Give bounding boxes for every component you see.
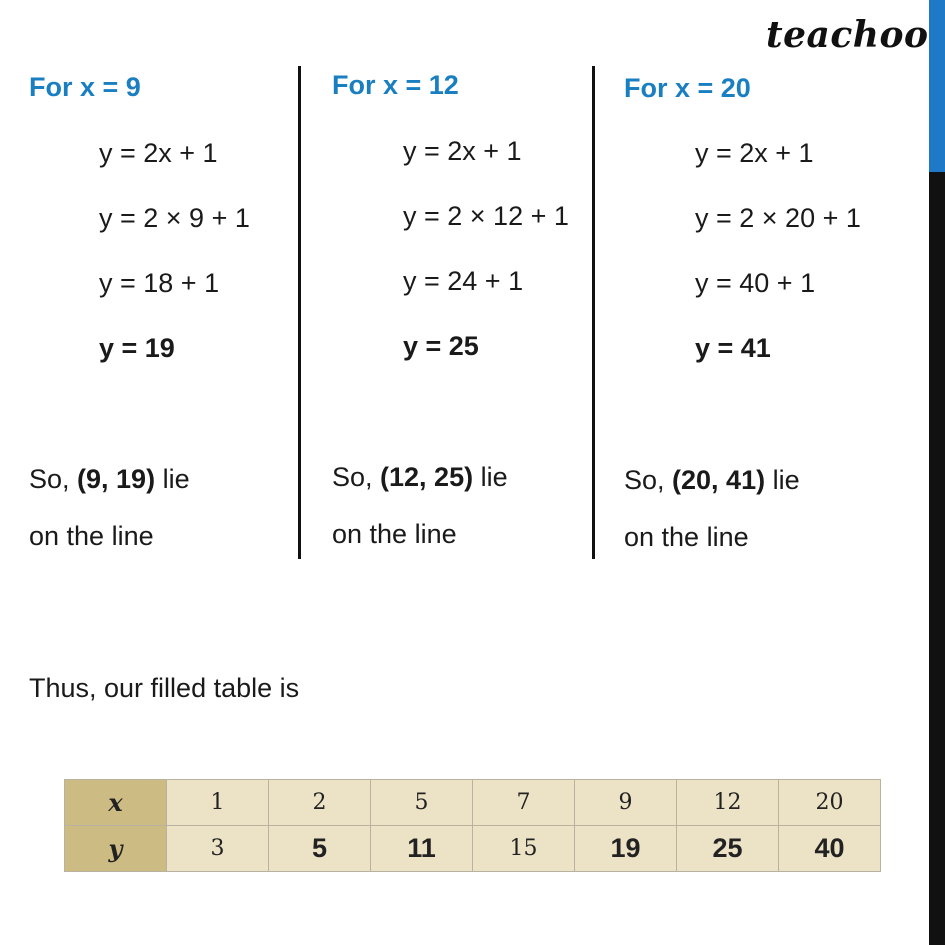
conclusion-suffix: lie [155, 464, 190, 494]
table-cell-y: 3 [167, 826, 269, 872]
step-line: y = 2x + 1 [403, 136, 522, 166]
summary-text: Thus, our filled table is [29, 673, 300, 703]
step-result: y = 41 [695, 333, 771, 363]
table-cell-y: 40 [779, 826, 881, 872]
table-cell-x: 5 [371, 780, 473, 826]
step-line: y = 40 + 1 [695, 268, 816, 298]
conclusion-suffix: lie [473, 462, 508, 492]
conclusion-prefix: So, [624, 465, 673, 495]
table-header-y: y [65, 826, 167, 872]
table-cell-y: 15 [473, 826, 575, 872]
table-cell-x: 9 [575, 780, 677, 826]
step-result: y = 19 [99, 333, 175, 363]
table-cell-x: 20 [779, 780, 881, 826]
conclusion-prefix: So, [332, 462, 381, 492]
table-cell-y: 5 [269, 826, 371, 872]
step-line: y = 18 + 1 [99, 268, 220, 298]
step-line: y = 24 + 1 [403, 266, 524, 296]
conclusion-line [624, 465, 800, 496]
step-line: y = 2x + 1 [695, 138, 814, 168]
conclusion-point: (20, 41) [672, 465, 766, 495]
table-cell-y: 19 [575, 826, 677, 872]
table-cell-y: 11 [371, 826, 473, 872]
conclusion-line-2: on the line [332, 519, 457, 549]
column-divider-2 [592, 66, 595, 559]
table-cell-x: 1 [167, 780, 269, 826]
conclusion-point: (12, 25) [380, 462, 474, 492]
column-heading: For x = 20 [624, 73, 751, 103]
conclusion-prefix: So, [29, 464, 78, 494]
step-line: y = 2x + 1 [99, 138, 218, 168]
conclusion-line-2: on the line [624, 522, 749, 552]
conclusion-point: (9, 19) [77, 464, 156, 494]
conclusion-line [29, 464, 190, 495]
table-header-x: x [65, 780, 167, 826]
teachoo-logo: teachoo [766, 14, 929, 56]
table-cell-x: 12 [677, 780, 779, 826]
table-cell-y: 25 [677, 826, 779, 872]
table-cell-x: 7 [473, 780, 575, 826]
table-row-y [65, 826, 881, 872]
conclusion-line [332, 462, 508, 493]
step-result: y = 25 [403, 331, 479, 361]
column-divider-1 [298, 66, 301, 559]
conclusion-line-2: on the line [29, 521, 154, 551]
column-heading: For x = 12 [332, 70, 459, 100]
conclusion-suffix: lie [765, 465, 800, 495]
step-line: y = 2 × 9 + 1 [99, 203, 250, 233]
step-line: y = 2 × 20 + 1 [695, 203, 861, 233]
table-row-x [65, 780, 881, 826]
step-line: y = 2 × 12 + 1 [403, 201, 569, 231]
column-heading: For x = 9 [29, 72, 141, 102]
table-cell-x: 2 [269, 780, 371, 826]
values-table [64, 779, 881, 872]
right-edge-accent [929, 0, 945, 172]
